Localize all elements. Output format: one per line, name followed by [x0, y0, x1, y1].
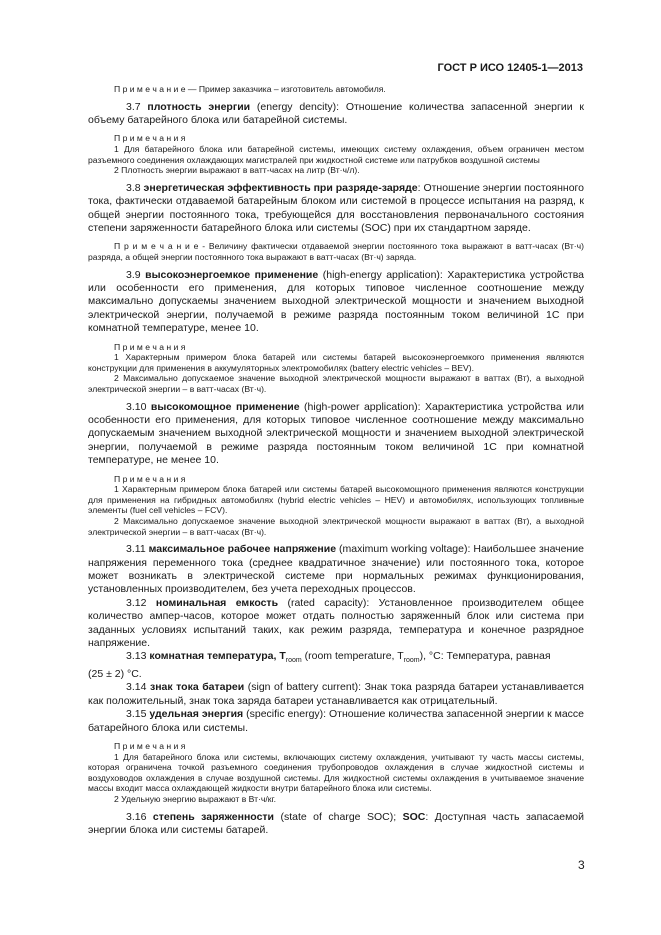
note-item [88, 144, 584, 165]
clause-term: удельная энергия [149, 708, 244, 721]
clause-term: плотность энергии [147, 100, 251, 113]
note-label: П р и м е ч а н и е [114, 241, 199, 252]
note-text: 2 Максимально допускаемое значение выходной электрической мощности выражают в ваттах (Вт), а выходной электрической энергии – в ватт-часах (Вт·ч). [88, 516, 584, 537]
clause-definition-cont: ), °С: Температура, равная [419, 650, 551, 663]
notes-label: П р и м е ч а н и я [114, 473, 186, 484]
page-number: 3 [578, 858, 585, 872]
clause-3-11 [88, 543, 584, 597]
note-item [88, 794, 584, 805]
clause-english-term: (state of charge SOC); [274, 810, 403, 823]
clause-number: 3.10 [126, 400, 151, 413]
clause-definition: : Доступная часть запасаемой энергии блока или системы батарей. [88, 810, 584, 836]
clause-3-9 [88, 269, 584, 336]
clause-definition: (maximum working voltage): Наибольшее значение напряжения переменного тока (среднее квадратичное значение) или постоянного тока, которое может возникать в электрической системе при нормальных режимах функционирования, установленных производителем, без учета переходных процессов. [88, 543, 584, 596]
clause-3-16 [88, 811, 584, 838]
clause-number: 3.9 [126, 268, 146, 281]
clause-symbol-subscript: room [403, 657, 420, 665]
note-customer [88, 84, 584, 95]
clause-definition: (room temperature, T [301, 650, 404, 663]
clause-3-13 [88, 650, 584, 668]
note-text: 1 Для батарейного блока или системы, включающих систему охлаждения, учитывают ту часть массы системы, которая ограничена точкой разъемного соединения трубопроводов охлаждения в случае жидкостной системы и воздуховодов охлаждения в случае воздушной системы. Для жидкостной системы охлаждения в учитываемое значение массы входит масса охлаждающей жидкости внутри батарейного блока или системы. [88, 751, 584, 794]
clause-definition: : Отношение энергии постоянного тока, фактически отдаваемой батарейным блоком или системой в процессе испытания на разряд, к общей энергии постоянного тока, требующейся для восстановления первоначального состояния степени заряженности батарейного блока или системы (SOC) при их стандартном заряде. [88, 181, 584, 234]
clause-number: 3.13 [126, 650, 150, 663]
note-text: 2 Максимально допускаемое значение выходной электрической мощности выражают в ваттах (Вт), а выходной электрической энергии – в ватт-часах (Вт·ч). [88, 373, 584, 394]
clause-definition: (energy dencity): Отношение количества запасенной энергии к объему батарейного блока или батарейной системы. [88, 100, 584, 126]
clause-term: номинальная емкость [155, 596, 279, 609]
note-text: 2 Плотность энергии выражают в ватт-часах на литр (Вт·ч/л). [114, 165, 360, 176]
clause-definition: (high-energy application): Характеристика устройства или особенности его применения, для которых типовое численное соотношение между максимально допускаемы значением выходной электрической мощности и значением выходной электрической энергии, получаемой в режиме разряда постоянным током величиной 1С при комнатной температуре, менее 10. [88, 268, 585, 335]
note-energy-efficiency [88, 241, 584, 262]
document-header-id: ГОСТ Р ИСО 12405-1—2013 [437, 62, 583, 74]
note-item [88, 165, 584, 176]
notes-heading [88, 342, 584, 353]
clause-term: высокомощное применение [150, 400, 300, 413]
clause-term: комнатная температура [149, 650, 274, 663]
clause-definition: (high-power application): Характеристика устройства или особенности его применения, для которых типовое численное соотношение между максимально допускаемым значением выходной электрической мощности и значением выходной электрической энергии, получаемой в режиме разряда постоянным током величиной 1С при комнатной температуре, не менее 10. [88, 400, 584, 467]
note-text: — Пример заказчика – изготовитель автомобиля. [185, 84, 386, 94]
note-item [88, 752, 584, 794]
clause-3-10 [88, 401, 584, 468]
clause-symbol-subscript: room [285, 657, 302, 665]
clause-3-12 [88, 597, 584, 651]
clause-3-15 [88, 708, 584, 735]
clause-number: 3.11 [126, 543, 149, 556]
note-text: 2 Удельную энергию выражают в Вт·ч/кг. [114, 793, 276, 804]
clause-number: 3.8 [126, 181, 144, 194]
note-text: 1 Для батарейного блока или батарейной системы, имеющих систему охлаждения, объем ограничен местом разъемного соединения охлаждающих магистралей при жидкостной системе или патрубков воздушной системы [88, 144, 584, 165]
clause-3-14 [88, 681, 584, 708]
note-item [88, 352, 584, 373]
notes-heading [88, 133, 584, 144]
note-item [88, 373, 584, 394]
clause-term: степень заряженности [152, 810, 275, 823]
clause-number: 3.14 [126, 681, 150, 694]
page-body [88, 84, 584, 837]
note-text: 1 Характерным примером блока батарей или системы батарей высокоэнергоемкого применения являются конструкции для применения в аккумуляторных электромобилях (battery electric vehicles – BEV). [88, 352, 584, 373]
clause-number: 3.12 [126, 596, 156, 609]
notes-heading [88, 474, 584, 485]
clause-term: знак тока батареи [149, 681, 245, 694]
note-label: П р и м е ч а н и е [114, 84, 186, 94]
note-text: 1 Характерным примером блока батарей или системы батарей высокомощного применения являются конструкции для применения на гибридных автомобилях (hybrid electric vehicles – HEV) и автомобилях, использующих топливные элементы (fuel cell vehicles – FCV). [88, 484, 584, 516]
notes-label: П р и м е ч а н и я [114, 133, 186, 144]
clause-number: 3.15 [126, 708, 150, 721]
note-item [88, 516, 584, 537]
clause-definition: (sign of battery current): Знак тока разряда батареи устанавливается как положительный, знак тока заряда батареи устанавливается как отрицательный. [88, 681, 584, 707]
notes-heading [88, 741, 584, 752]
note-item [88, 484, 584, 516]
notes-label: П р и м е ч а н и я [114, 740, 186, 751]
clause-number: 3.7 [126, 100, 148, 113]
clause-3-8 [88, 182, 584, 236]
clause-term: энергетическая эффективность при разряде-заряде [143, 181, 418, 194]
clause-definition: (rated capacity): Установленное производителем общее количество ампер-часов, которое может отдать полностью заряженный блок или система при заданных условиях испытаний таких, как режим разряда, температура и конечное разрядное напряжение. [88, 596, 584, 650]
clause-number: 3.16 [126, 810, 153, 823]
note-text: - Величину фактически отдаваемой энергии постоянного тока выражают в ватт-часах (Вт·ч) разряда, а общей энергии постоянного тока выражают в ватт-часах (Вт·ч) заряда. [88, 241, 585, 262]
notes-label: П р и м е ч а н и я [114, 341, 186, 352]
clause-3-7 [88, 101, 584, 128]
clause-term: высокоэнергоемкое применение [145, 268, 319, 281]
clause-symbol: , T [273, 650, 286, 663]
clause-definition: (specific energy): Отношение количества запасенной энергии к массе батарейного блока или системы. [88, 708, 584, 734]
clause-definition-cont: (25 ± 2) °С. [88, 667, 142, 680]
clause-term: максимальное рабочее напряжение [148, 543, 337, 556]
clause-3-13-line2 [88, 668, 584, 681]
clause-abbreviation: SOC [402, 810, 426, 823]
